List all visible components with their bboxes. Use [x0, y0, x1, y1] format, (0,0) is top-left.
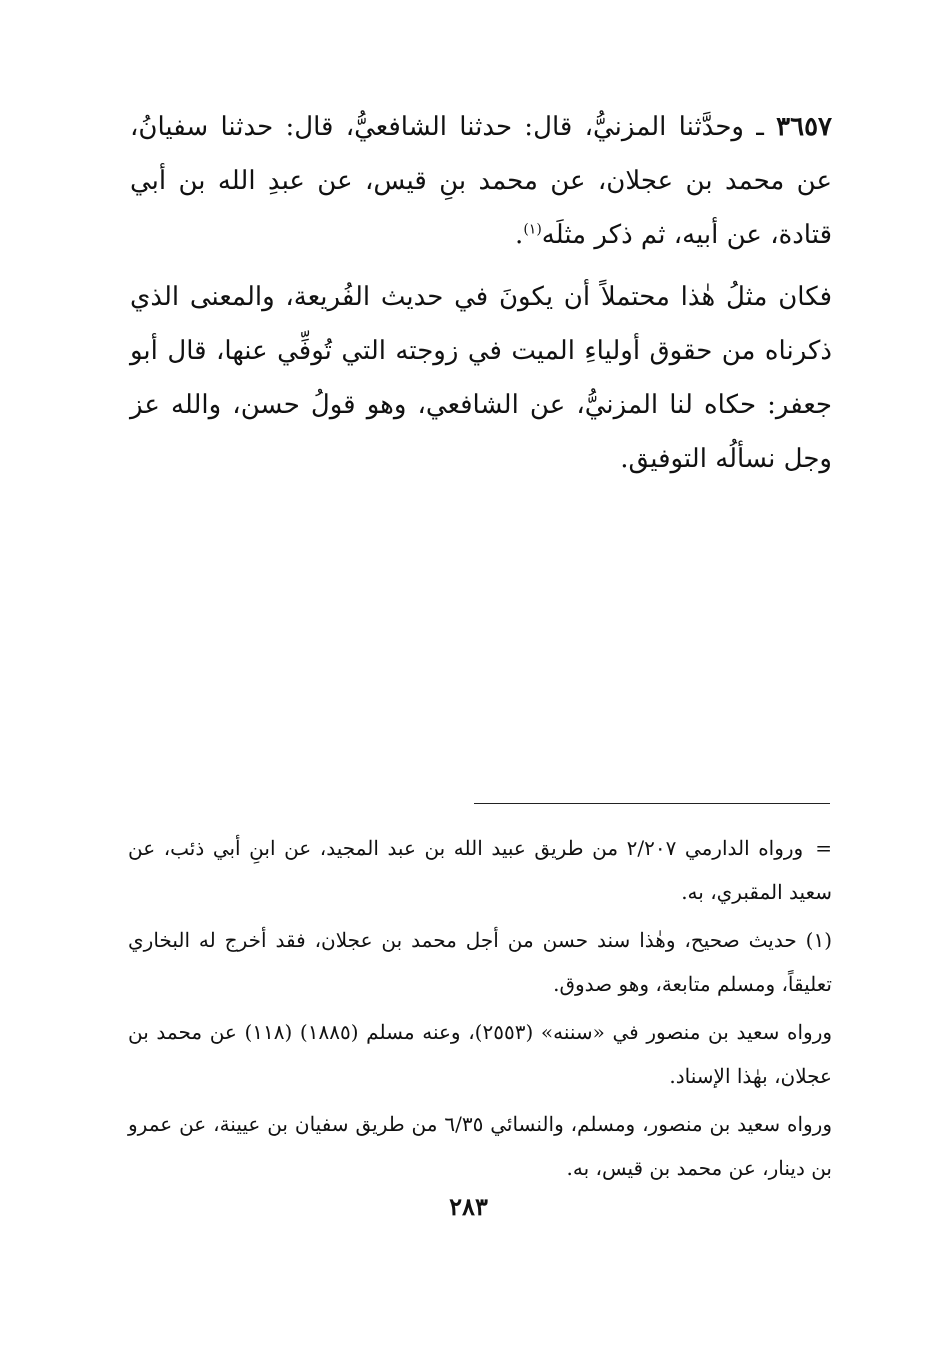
continuation-mark: =	[815, 836, 832, 860]
commentary-paragraph: فكان مثلُ هٰذا محتملاً أن يكونَ في حديث الفُريعة، والمعنى الذي ذكرناه من حقوق أولياءِ الميت في زوجته التي تُوفِّي عنها، قال أبو جعفر: حكاه لنا المزنيُّ، عن الشافعي، وهو قولُ حسن، والله عز وجل نسألُه التوفيق.	[130, 282, 832, 474]
footnote-reference[interactable]: (١)	[523, 221, 542, 238]
footnote-1: (١) حديث صحيح، وهٰذا سند حسن من أجل محمد بن عجلان، فقد أخرج له البخاري تعليقاً، ومسلم متابعة، وهو صدوق.	[128, 928, 832, 996]
footnotes-section	[128, 826, 832, 1190]
continuation-text: ورواه الدارمي ٢/٢٠٧ من طريق عبيد الله بن عبد المجيد، عن ابنِ أبي ذئب، عن سعيد المقبري، به.	[128, 836, 832, 904]
footnote-1-continued: ورواه سعيد بن منصور في «سننه» (٢٥٥٣)، وعنه مسلم (١٨٨٥) (١١٨) عن محمد بن عجلان، بهٰذا الإسناد.	[128, 1020, 833, 1088]
main-text	[130, 100, 832, 486]
hadith-text: ـ وحدَّثنا المزنيُّ، قال: حدثنا الشافعيُّ، قال: حدثنا سفيانُ، عن محمد بن عجلان، عن محمد بنِ قيس، عن عبدِ الله بن أبي قتادة، عن أبيه، ثم ذكر مثلَه	[130, 112, 832, 250]
hadith-end: .	[515, 220, 524, 250]
hadith-paragraph	[130, 100, 832, 262]
page-number: ٢٨٣	[449, 1192, 488, 1221]
footnote-continuation	[128, 826, 832, 914]
hadith-number: ٣٦٥٧	[776, 112, 832, 142]
footnote-separator	[474, 803, 830, 804]
footnote-1-continued-2: ورواه سعيد بن منصور، ومسلم، والنسائي ٦/٣٥ من طريق سفيان بن عيينة، عن عمرو بن دينار، عن محمد بن قيس، به.	[128, 1112, 833, 1180]
